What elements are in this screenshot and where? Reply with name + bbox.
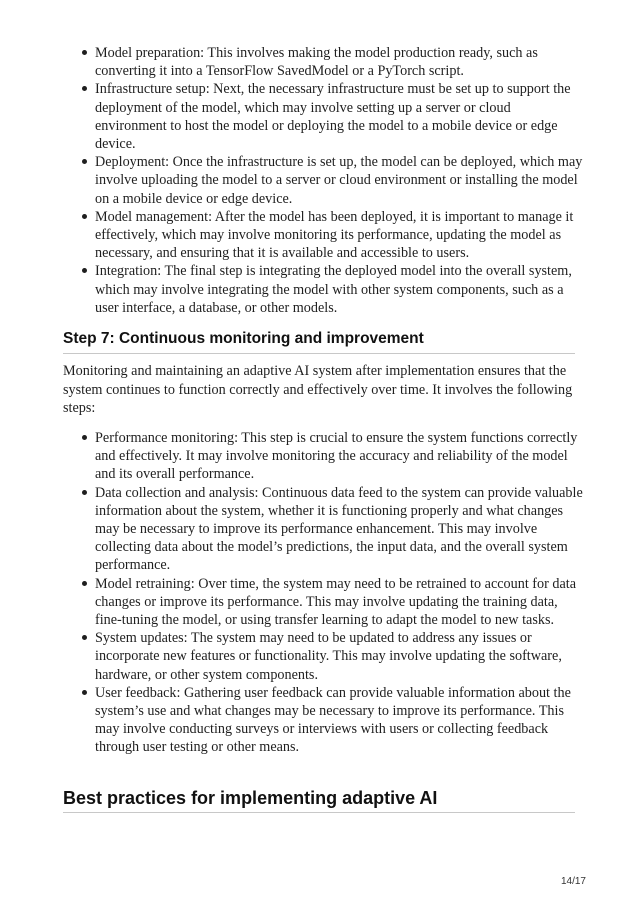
list-item: Model preparation: This involves making the model production ready, such as converting it into a TensorFlow SavedModel or a PyTorch script. (63, 44, 583, 80)
page-number: 14/17 (560, 876, 586, 887)
list-item: Model management: After the model has been deployed, it is important to manage it effectively, which may involve monitoring its performance, updating the model as necessary, and ensuring that it is available and accessible to users. (63, 208, 583, 263)
section-heading-step7: Step 7: Continuous monitoring and improvement (63, 330, 575, 354)
list-item: Data collection and analysis: Continuous data feed to the system can provide valuable information about the system, whether it is functioning properly and what changes may be necessary to improve its performance enhancement. This may involve collecting data about the model’s predictions, the input data, and the overall system performance. (63, 484, 583, 575)
list-item: Model retraining: Over time, the system may need to be retrained to account for data changes or improve its performance. This may involve updating the training data, fine-tuning the model, or using transfer learning to adapt the model to new tasks. (63, 575, 583, 630)
section-heading-best-practices: Best practices for implementing adaptive AI (63, 788, 575, 813)
deployment-steps-list (63, 44, 583, 317)
monitoring-steps-list (63, 429, 583, 757)
list-item: User feedback: Gathering user feedback can provide valuable information about the system’s use and what changes may be necessary to improve its performance. This may involve conducting surveys or interviews with users or collecting feedback through user testing or other means. (63, 684, 583, 757)
list-item: Integration: The final step is integrating the deployed model into the overall system, which may involve integrating the model with other system components, such as a user interface, a database, or other models. (63, 262, 583, 317)
section-intro-paragraph: Monitoring and maintaining an adaptive AI system after implementation ensures that the system continues to function correctly and effectively over time. It involves the following steps: (63, 363, 573, 417)
list-item: Infrastructure setup: Next, the necessary infrastructure must be set up to support the deployment of the model, which may involve setting up a server or cloud environment to host the model or deploying the model to a mobile device or edge device. (63, 80, 583, 153)
list-item: Performance monitoring: This step is crucial to ensure the system functions correctly and effectively. It may involve monitoring the accuracy and reliability of the model and its overall performance. (63, 429, 583, 484)
list-item: System updates: The system may need to be updated to address any issues or incorporate new features or functionality. This may involve updating the software, hardware, or other system components. (63, 629, 583, 684)
list-item: Deployment: Once the infrastructure is set up, the model can be deployed, which may involve uploading the model to a server or cloud environment or installing the model on a mobile device or edge device. (63, 153, 583, 208)
